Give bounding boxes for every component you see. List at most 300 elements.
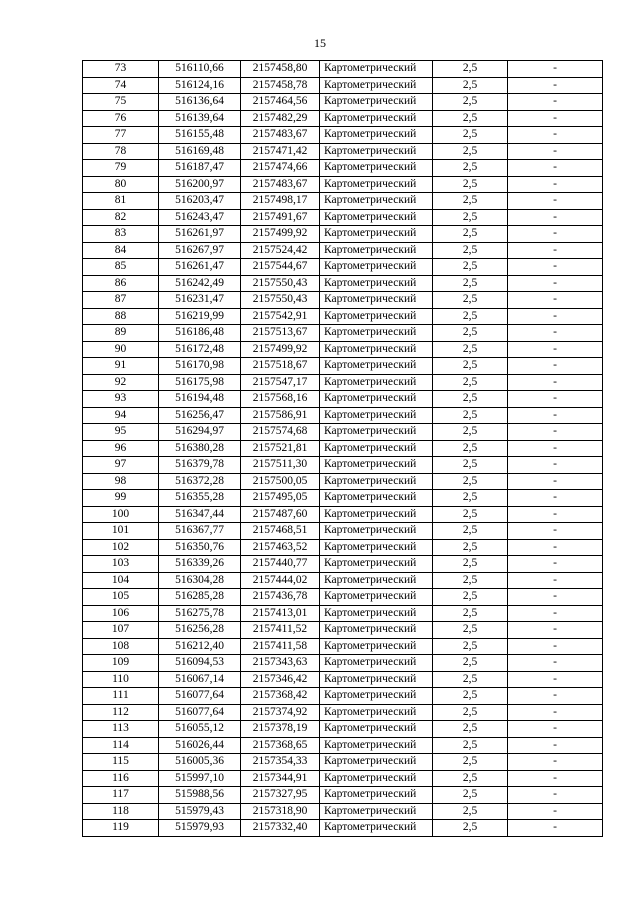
accuracy-cell: 2,5 [433, 193, 508, 210]
point-number-cell: 76 [83, 110, 159, 127]
accuracy-cell: 2,5 [433, 556, 508, 573]
point-number-cell: 104 [83, 572, 159, 589]
accuracy-cell: 2,5 [433, 787, 508, 804]
x-coordinate-cell: 516212,40 [159, 638, 241, 655]
accuracy-cell: 2,5 [433, 176, 508, 193]
point-number-cell: 119 [83, 820, 159, 837]
x-coordinate-cell: 515997,10 [159, 770, 241, 787]
x-coordinate-cell: 516203,47 [159, 193, 241, 210]
table-row [83, 292, 603, 309]
note-cell: - [508, 193, 603, 210]
accuracy-cell: 2,5 [433, 638, 508, 655]
x-coordinate-cell: 515988,56 [159, 787, 241, 804]
method-cell: Картометрический [320, 754, 433, 771]
accuracy-cell: 2,5 [433, 523, 508, 540]
table-row [83, 61, 603, 78]
method-cell: Картометрический [320, 341, 433, 358]
accuracy-cell: 2,5 [433, 407, 508, 424]
table-row [83, 803, 603, 820]
point-number-cell: 115 [83, 754, 159, 771]
y-coordinate-cell: 2157513,67 [241, 325, 320, 342]
point-number-cell: 116 [83, 770, 159, 787]
method-cell: Картометрический [320, 572, 433, 589]
note-cell: - [508, 490, 603, 507]
method-cell: Картометрический [320, 193, 433, 210]
note-cell: - [508, 506, 603, 523]
note-cell: - [508, 127, 603, 144]
x-coordinate-cell: 516347,44 [159, 506, 241, 523]
note-cell: - [508, 572, 603, 589]
table-row [83, 572, 603, 589]
x-coordinate-cell: 516275,78 [159, 605, 241, 622]
accuracy-cell: 2,5 [433, 473, 508, 490]
method-cell: Картометрический [320, 160, 433, 177]
method-cell: Картометрический [320, 589, 433, 606]
point-number-cell: 108 [83, 638, 159, 655]
point-number-cell: 92 [83, 374, 159, 391]
method-cell: Картометрический [320, 209, 433, 226]
accuracy-cell: 2,5 [433, 127, 508, 144]
x-coordinate-cell: 516139,64 [159, 110, 241, 127]
x-coordinate-cell: 516186,48 [159, 325, 241, 342]
note-cell: - [508, 160, 603, 177]
x-coordinate-cell: 516379,78 [159, 457, 241, 474]
accuracy-cell: 2,5 [433, 539, 508, 556]
point-number-cell: 105 [83, 589, 159, 606]
note-cell: - [508, 688, 603, 705]
x-coordinate-cell: 516077,64 [159, 688, 241, 705]
coordinates-table-body [83, 61, 603, 837]
x-coordinate-cell: 515979,43 [159, 803, 241, 820]
table-row [83, 407, 603, 424]
accuracy-cell: 2,5 [433, 94, 508, 111]
note-cell: - [508, 94, 603, 111]
accuracy-cell: 2,5 [433, 605, 508, 622]
point-number-cell: 95 [83, 424, 159, 441]
x-coordinate-cell: 516155,48 [159, 127, 241, 144]
table-row [83, 622, 603, 639]
note-cell: - [508, 407, 603, 424]
accuracy-cell: 2,5 [433, 506, 508, 523]
method-cell: Картометрический [320, 325, 433, 342]
note-cell: - [508, 539, 603, 556]
table-row [83, 556, 603, 573]
table-row [83, 754, 603, 771]
accuracy-cell: 2,5 [433, 358, 508, 375]
y-coordinate-cell: 2157499,92 [241, 226, 320, 243]
note-cell: - [508, 325, 603, 342]
point-number-cell: 98 [83, 473, 159, 490]
method-cell: Картометрический [320, 110, 433, 127]
note-cell: - [508, 259, 603, 276]
table-row [83, 671, 603, 688]
x-coordinate-cell: 516077,64 [159, 704, 241, 721]
y-coordinate-cell: 2157511,30 [241, 457, 320, 474]
point-number-cell: 84 [83, 242, 159, 259]
x-coordinate-cell: 516170,98 [159, 358, 241, 375]
method-cell: Картометрический [320, 424, 433, 441]
method-cell: Картометрический [320, 77, 433, 94]
y-coordinate-cell: 2157574,68 [241, 424, 320, 441]
x-coordinate-cell: 515979,93 [159, 820, 241, 837]
method-cell: Картометрический [320, 275, 433, 292]
y-coordinate-cell: 2157440,77 [241, 556, 320, 573]
y-coordinate-cell: 2157524,42 [241, 242, 320, 259]
point-number-cell: 83 [83, 226, 159, 243]
note-cell: - [508, 523, 603, 540]
y-coordinate-cell: 2157374,92 [241, 704, 320, 721]
table-row [83, 589, 603, 606]
x-coordinate-cell: 516219,99 [159, 308, 241, 325]
page-number: 15 [314, 36, 326, 50]
point-number-cell: 103 [83, 556, 159, 573]
y-coordinate-cell: 2157413,01 [241, 605, 320, 622]
accuracy-cell: 2,5 [433, 61, 508, 78]
table-row [83, 94, 603, 111]
y-coordinate-cell: 2157568,16 [241, 391, 320, 408]
note-cell: - [508, 110, 603, 127]
table-row [83, 473, 603, 490]
note-cell: - [508, 638, 603, 655]
point-number-cell: 89 [83, 325, 159, 342]
method-cell: Картометрический [320, 523, 433, 540]
method-cell: Картометрический [320, 259, 433, 276]
accuracy-cell: 2,5 [433, 704, 508, 721]
y-coordinate-cell: 2157378,19 [241, 721, 320, 738]
method-cell: Картометрический [320, 655, 433, 672]
x-coordinate-cell: 516285,28 [159, 589, 241, 606]
note-cell: - [508, 787, 603, 804]
point-number-cell: 93 [83, 391, 159, 408]
table-row [83, 275, 603, 292]
point-number-cell: 100 [83, 506, 159, 523]
x-coordinate-cell: 516231,47 [159, 292, 241, 309]
table-row [83, 490, 603, 507]
accuracy-cell: 2,5 [433, 391, 508, 408]
method-cell: Картометрический [320, 539, 433, 556]
accuracy-cell: 2,5 [433, 77, 508, 94]
x-coordinate-cell: 516261,47 [159, 259, 241, 276]
x-coordinate-cell: 516055,12 [159, 721, 241, 738]
method-cell: Картометрический [320, 803, 433, 820]
method-cell: Картометрический [320, 143, 433, 160]
note-cell: - [508, 209, 603, 226]
note-cell: - [508, 242, 603, 259]
method-cell: Картометрический [320, 704, 433, 721]
note-cell: - [508, 143, 603, 160]
table-row [83, 688, 603, 705]
x-coordinate-cell: 516355,28 [159, 490, 241, 507]
accuracy-cell: 2,5 [433, 457, 508, 474]
method-cell: Картометрический [320, 737, 433, 754]
table-row [83, 391, 603, 408]
table-row [83, 539, 603, 556]
x-coordinate-cell: 516350,76 [159, 539, 241, 556]
accuracy-cell: 2,5 [433, 754, 508, 771]
x-coordinate-cell: 516243,47 [159, 209, 241, 226]
point-number-cell: 74 [83, 77, 159, 94]
table-row [83, 506, 603, 523]
point-number-cell: 79 [83, 160, 159, 177]
accuracy-cell: 2,5 [433, 721, 508, 738]
table-row [83, 77, 603, 94]
note-cell: - [508, 589, 603, 606]
point-number-cell: 80 [83, 176, 159, 193]
y-coordinate-cell: 2157368,65 [241, 737, 320, 754]
y-coordinate-cell: 2157550,43 [241, 292, 320, 309]
x-coordinate-cell: 516261,97 [159, 226, 241, 243]
y-coordinate-cell: 2157368,42 [241, 688, 320, 705]
accuracy-cell: 2,5 [433, 820, 508, 837]
table-row [83, 721, 603, 738]
table-row [83, 638, 603, 655]
accuracy-cell: 2,5 [433, 259, 508, 276]
point-number-cell: 109 [83, 655, 159, 672]
x-coordinate-cell: 516172,48 [159, 341, 241, 358]
method-cell: Картометрический [320, 242, 433, 259]
point-number-cell: 96 [83, 440, 159, 457]
accuracy-cell: 2,5 [433, 572, 508, 589]
x-coordinate-cell: 516256,28 [159, 622, 241, 639]
accuracy-cell: 2,5 [433, 242, 508, 259]
method-cell: Картометрический [320, 622, 433, 639]
point-number-cell: 112 [83, 704, 159, 721]
table-row [83, 770, 603, 787]
y-coordinate-cell: 2157474,66 [241, 160, 320, 177]
accuracy-cell: 2,5 [433, 770, 508, 787]
point-number-cell: 118 [83, 803, 159, 820]
note-cell: - [508, 803, 603, 820]
note-cell: - [508, 605, 603, 622]
accuracy-cell: 2,5 [433, 374, 508, 391]
table-row [83, 176, 603, 193]
y-coordinate-cell: 2157471,42 [241, 143, 320, 160]
accuracy-cell: 2,5 [433, 688, 508, 705]
method-cell: Картометрический [320, 721, 433, 738]
method-cell: Картометрический [320, 688, 433, 705]
y-coordinate-cell: 2157500,05 [241, 473, 320, 490]
point-number-cell: 117 [83, 787, 159, 804]
method-cell: Картометрический [320, 787, 433, 804]
note-cell: - [508, 391, 603, 408]
accuracy-cell: 2,5 [433, 424, 508, 441]
y-coordinate-cell: 2157444,02 [241, 572, 320, 589]
method-cell: Картометрический [320, 407, 433, 424]
accuracy-cell: 2,5 [433, 160, 508, 177]
x-coordinate-cell: 516242,49 [159, 275, 241, 292]
point-number-cell: 87 [83, 292, 159, 309]
table-row [83, 110, 603, 127]
note-cell: - [508, 440, 603, 457]
table-row [83, 440, 603, 457]
table-row [83, 143, 603, 160]
note-cell: - [508, 457, 603, 474]
note-cell: - [508, 77, 603, 94]
method-cell: Картометрический [320, 391, 433, 408]
accuracy-cell: 2,5 [433, 275, 508, 292]
method-cell: Картометрический [320, 457, 433, 474]
x-coordinate-cell: 516304,28 [159, 572, 241, 589]
table-row [83, 242, 603, 259]
note-cell: - [508, 556, 603, 573]
accuracy-cell: 2,5 [433, 622, 508, 639]
point-number-cell: 113 [83, 721, 159, 738]
note-cell: - [508, 671, 603, 688]
y-coordinate-cell: 2157483,67 [241, 176, 320, 193]
accuracy-cell: 2,5 [433, 325, 508, 342]
y-coordinate-cell: 2157544,67 [241, 259, 320, 276]
note-cell: - [508, 737, 603, 754]
table-row [83, 424, 603, 441]
y-coordinate-cell: 2157318,90 [241, 803, 320, 820]
x-coordinate-cell: 516194,48 [159, 391, 241, 408]
method-cell: Картометрический [320, 374, 433, 391]
method-cell: Картометрический [320, 94, 433, 111]
x-coordinate-cell: 516200,97 [159, 176, 241, 193]
accuracy-cell: 2,5 [433, 803, 508, 820]
method-cell: Картометрический [320, 605, 433, 622]
method-cell: Картометрический [320, 440, 433, 457]
note-cell: - [508, 770, 603, 787]
y-coordinate-cell: 2157495,05 [241, 490, 320, 507]
method-cell: Картометрический [320, 61, 433, 78]
x-coordinate-cell: 516067,14 [159, 671, 241, 688]
x-coordinate-cell: 516367,77 [159, 523, 241, 540]
accuracy-cell: 2,5 [433, 110, 508, 127]
table-row [83, 374, 603, 391]
y-coordinate-cell: 2157542,91 [241, 308, 320, 325]
y-coordinate-cell: 2157518,67 [241, 358, 320, 375]
table-row [83, 737, 603, 754]
note-cell: - [508, 341, 603, 358]
accuracy-cell: 2,5 [433, 209, 508, 226]
x-coordinate-cell: 516124,16 [159, 77, 241, 94]
method-cell: Картометрический [320, 770, 433, 787]
x-coordinate-cell: 516094,53 [159, 655, 241, 672]
x-coordinate-cell: 516372,28 [159, 473, 241, 490]
note-cell: - [508, 275, 603, 292]
note-cell: - [508, 704, 603, 721]
y-coordinate-cell: 2157332,40 [241, 820, 320, 837]
accuracy-cell: 2,5 [433, 341, 508, 358]
y-coordinate-cell: 2157458,80 [241, 61, 320, 78]
table-row [83, 605, 603, 622]
note-cell: - [508, 622, 603, 639]
note-cell: - [508, 655, 603, 672]
point-number-cell: 107 [83, 622, 159, 639]
method-cell: Картометрический [320, 292, 433, 309]
y-coordinate-cell: 2157482,29 [241, 110, 320, 127]
table-row [83, 259, 603, 276]
method-cell: Картометрический [320, 358, 433, 375]
accuracy-cell: 2,5 [433, 440, 508, 457]
accuracy-cell: 2,5 [433, 737, 508, 754]
x-coordinate-cell: 516005,36 [159, 754, 241, 771]
accuracy-cell: 2,5 [433, 655, 508, 672]
point-number-cell: 90 [83, 341, 159, 358]
point-number-cell: 101 [83, 523, 159, 540]
point-number-cell: 81 [83, 193, 159, 210]
point-number-cell: 97 [83, 457, 159, 474]
table-row [83, 325, 603, 342]
point-number-cell: 114 [83, 737, 159, 754]
method-cell: Картометрический [320, 638, 433, 655]
table-row [83, 704, 603, 721]
method-cell: Картометрический [320, 820, 433, 837]
note-cell: - [508, 176, 603, 193]
table-row [83, 160, 603, 177]
note-cell: - [508, 424, 603, 441]
method-cell: Картометрический [320, 226, 433, 243]
y-coordinate-cell: 2157487,60 [241, 506, 320, 523]
x-coordinate-cell: 516256,47 [159, 407, 241, 424]
point-number-cell: 102 [83, 539, 159, 556]
note-cell: - [508, 292, 603, 309]
y-coordinate-cell: 2157550,43 [241, 275, 320, 292]
y-coordinate-cell: 2157491,67 [241, 209, 320, 226]
y-coordinate-cell: 2157346,42 [241, 671, 320, 688]
note-cell: - [508, 473, 603, 490]
x-coordinate-cell: 516339,26 [159, 556, 241, 573]
point-number-cell: 110 [83, 671, 159, 688]
accuracy-cell: 2,5 [433, 226, 508, 243]
method-cell: Картометрический [320, 671, 433, 688]
accuracy-cell: 2,5 [433, 308, 508, 325]
x-coordinate-cell: 516175,98 [159, 374, 241, 391]
point-number-cell: 75 [83, 94, 159, 111]
y-coordinate-cell: 2157498,17 [241, 193, 320, 210]
x-coordinate-cell: 516136,64 [159, 94, 241, 111]
coordinates-table [82, 60, 603, 837]
method-cell: Картометрический [320, 308, 433, 325]
point-number-cell: 106 [83, 605, 159, 622]
accuracy-cell: 2,5 [433, 490, 508, 507]
x-coordinate-cell: 516110,66 [159, 61, 241, 78]
y-coordinate-cell: 2157327,95 [241, 787, 320, 804]
y-coordinate-cell: 2157586,91 [241, 407, 320, 424]
table-row [83, 127, 603, 144]
accuracy-cell: 2,5 [433, 589, 508, 606]
method-cell: Картометрический [320, 473, 433, 490]
table-row [83, 523, 603, 540]
y-coordinate-cell: 2157458,78 [241, 77, 320, 94]
y-coordinate-cell: 2157463,52 [241, 539, 320, 556]
point-number-cell: 99 [83, 490, 159, 507]
table-row [83, 226, 603, 243]
y-coordinate-cell: 2157354,33 [241, 754, 320, 771]
method-cell: Картометрический [320, 176, 433, 193]
table-row [83, 358, 603, 375]
table-row [83, 655, 603, 672]
note-cell: - [508, 721, 603, 738]
point-number-cell: 82 [83, 209, 159, 226]
table-row [83, 820, 603, 837]
note-cell: - [508, 374, 603, 391]
point-number-cell: 91 [83, 358, 159, 375]
method-cell: Картометрический [320, 490, 433, 507]
x-coordinate-cell: 516026,44 [159, 737, 241, 754]
table-row [83, 308, 603, 325]
point-number-cell: 73 [83, 61, 159, 78]
note-cell: - [508, 308, 603, 325]
y-coordinate-cell: 2157343,63 [241, 655, 320, 672]
note-cell: - [508, 61, 603, 78]
x-coordinate-cell: 516187,47 [159, 160, 241, 177]
accuracy-cell: 2,5 [433, 292, 508, 309]
y-coordinate-cell: 2157344,91 [241, 770, 320, 787]
point-number-cell: 78 [83, 143, 159, 160]
point-number-cell: 111 [83, 688, 159, 705]
